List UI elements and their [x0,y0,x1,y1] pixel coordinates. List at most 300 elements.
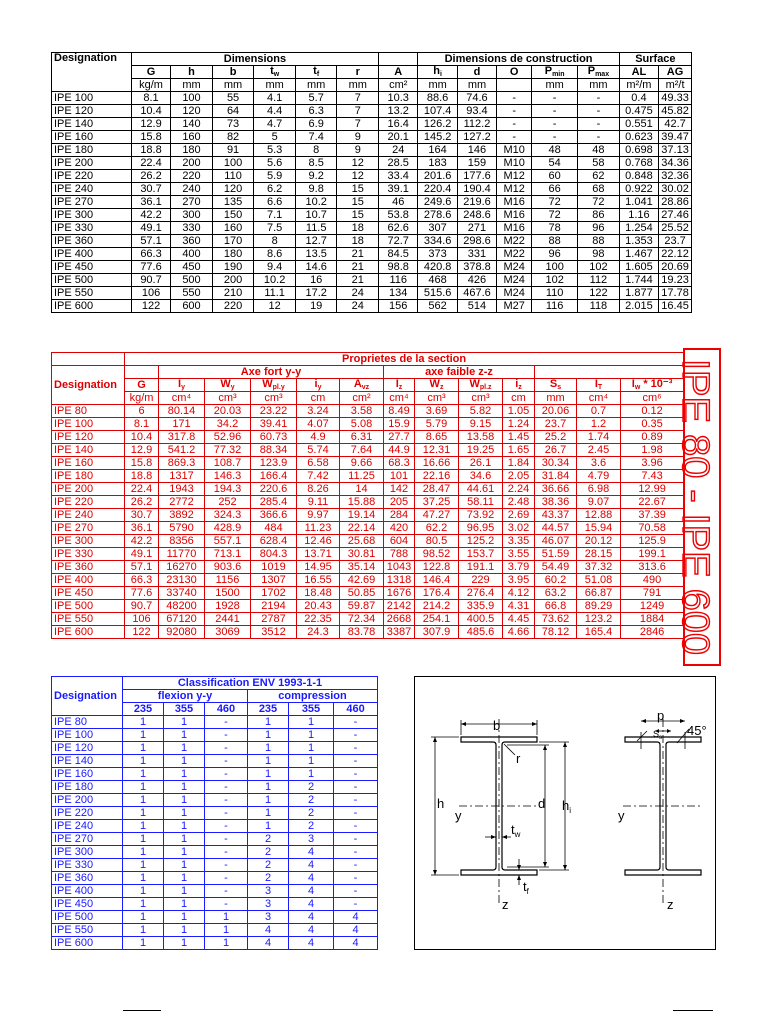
props-cell: 420 [384,522,415,535]
props-cell: 15.88 [340,496,384,509]
dims-cell: 140 [171,118,213,131]
dims-col-symbol [295,66,337,79]
props-cell: 557.1 [205,535,251,548]
props-cell: 22.35 [297,613,340,626]
dims-cell: 24 [337,287,379,300]
dims-cell: 6.2 [254,183,296,196]
classif-title-row [52,677,378,690]
dims-cell: 0.698 [619,144,658,157]
classif-table-row [52,937,378,950]
props-cell: 88.34 [251,444,297,457]
classif-cell: 1 [289,729,334,742]
classif-cell: 1 [205,937,248,950]
dims-designation: IPE 240 [52,183,132,196]
classif-table-row [52,729,378,742]
dims-cell: 190 [212,261,254,274]
dims-cell: 17.2 [295,287,337,300]
dims-cell: 88 [532,235,578,248]
dims-cell: 62 [578,170,620,183]
dims-cell: 562 [418,300,457,313]
props-cell: 366.6 [251,509,297,522]
dims-cell: 7 [337,118,379,131]
dims-cell: 19.23 [659,274,692,287]
classif-cell: 1 [123,937,164,950]
props-cell: 1.45 [503,431,535,444]
props-table-row [52,613,684,626]
classif-cell: - [205,781,248,794]
props-cell: 146.4 [415,574,459,587]
props-main-header: Proprietes de la section [125,353,684,366]
props-cell: 34.6 [459,470,503,483]
props-cell: 5.79 [415,418,459,431]
dims-cell: 28.5 [379,157,418,170]
dims-col-symbol-sub: min [552,71,565,78]
props-cell: 24.3 [297,626,340,639]
props-cell: 20.12 [577,535,621,548]
dims-cell: 249.6 [418,196,457,209]
dims-cell: 116 [379,274,418,287]
dims-cell: 5 [254,131,296,144]
dims-cell: M16 [497,196,532,209]
classif-cell: 1 [205,911,248,924]
classif-cell: - [334,833,378,846]
dims-cell: 120 [212,183,254,196]
classif-cell: 1 [123,924,164,937]
dims-cell: 160 [212,222,254,235]
props-cell: 2.69 [503,509,535,522]
dims-cell: 62.6 [379,222,418,235]
props-cell: 4.31 [503,600,535,613]
classif-compression-header: compression [248,690,378,703]
props-cell: 8.49 [384,405,415,418]
classif-cell: 2 [289,794,334,807]
dims-col-symbol-main: b [229,65,237,78]
props-cell: 25.2 [535,431,577,444]
props-unit-row [52,392,684,405]
props-col-symbol-sub: y [230,384,235,391]
props-table-row [52,548,684,561]
props-cell: 490 [621,574,684,587]
dims-cell: 4.1 [254,92,296,105]
dims-cell: 120 [171,105,213,118]
dims-cell: 220 [171,170,213,183]
props-cell: 1676 [384,587,415,600]
props-col-symbol-sub: z [439,384,444,391]
dims-cell: 12 [337,170,379,183]
props-cell: 1500 [205,587,251,600]
props-cell: 16270 [159,561,205,574]
dims-cell: 9.2 [295,170,337,183]
classif-cell: - [205,846,248,859]
props-cell: 1043 [384,561,415,574]
dims-cell: 8 [254,235,296,248]
props-cell: 20.03 [205,405,251,418]
classif-grade: 460 [205,703,248,716]
props-cell: 3512 [251,626,297,639]
dims-col-symbol [578,66,620,79]
dims-table-row [52,183,692,196]
dims-col-unit: mm [532,79,578,92]
dims-cell: 12.7 [295,235,337,248]
props-cell: 5.08 [340,418,384,431]
props-table-row [52,522,684,535]
props-cell: 15.94 [577,522,621,535]
dims-cell: 84.5 [379,248,418,261]
props-designation: IPE 450 [52,587,125,600]
props-cell: 60.73 [251,431,297,444]
dims-cell: 515.6 [418,287,457,300]
classif-cell: 4 [289,872,334,885]
classif-cell: 4 [289,937,334,950]
classif-cell: - [205,872,248,885]
props-cell: 16.55 [297,574,340,587]
props-table-row [52,509,684,522]
dims-spacer-header [379,53,418,66]
props-cell: 12.46 [297,535,340,548]
props-designation: IPE 500 [52,600,125,613]
dims-cell: 66.3 [131,248,170,261]
dims-cell: 1.467 [619,248,658,261]
props-cell: 2668 [384,613,415,626]
dims-table-row [52,170,692,183]
dims-col-unit: mm [171,79,213,92]
props-cell: 2194 [251,600,297,613]
props-cell: 10.4 [125,431,159,444]
classif-cell: 1 [123,898,164,911]
dims-cell: 13.2 [379,105,418,118]
classif-cell: 1 [164,729,205,742]
dims-cell: 34.36 [659,157,692,170]
dims-designation: IPE 550 [52,287,132,300]
dims-group-header-row [52,53,692,66]
props-col-symbol [340,379,384,392]
dims-cell: 331 [457,248,496,261]
props-cell: 5790 [159,522,205,535]
props-cell: 3.58 [340,405,384,418]
props-cell: 18.8 [125,470,159,483]
ipe-profile-front [431,719,572,905]
footer-line-right [673,1010,713,1011]
label-h: h [437,796,445,811]
props-col-unit: cm⁴ [159,392,205,405]
props-cell: 49.1 [125,548,159,561]
dims-cell: 13.5 [295,248,337,261]
props-cell: 1.24 [503,418,535,431]
props-cell: 4.79 [577,470,621,483]
props-cell: 14.95 [297,561,340,574]
dims-cell: 30.7 [131,183,170,196]
classif-cell: 1 [123,768,164,781]
dims-col-symbol [532,66,578,79]
props-table-row [52,587,684,600]
dims-cell: 39.1 [379,183,418,196]
classif-cell: 1 [164,833,205,846]
props-designation: IPE 240 [52,509,125,522]
dims-cell: 12.9 [131,118,170,131]
classif-cell: 1 [164,859,205,872]
dims-col-symbol-main: P [587,65,596,77]
dims-cell: 0.768 [619,157,658,170]
props-cell: 869.3 [159,457,205,470]
dims-cell: 7 [337,92,379,105]
classif-designation: IPE 200 [52,794,123,807]
dims-cell: M24 [497,274,532,287]
label-p: p [657,708,665,723]
classif-cell: 1 [248,807,289,820]
classif-cell: 1 [248,755,289,768]
dims-cell: 78 [532,222,578,235]
label-y-left: y [455,808,462,823]
props-col-unit: kg/m [125,392,159,405]
dims-col-symbol-main: t [270,65,274,77]
props-cell: 8.1 [125,418,159,431]
props-cell: 37.25 [415,496,459,509]
dims-cell: 201.6 [418,170,457,183]
props-blank-header [52,353,125,366]
dims-cell: 467.6 [457,287,496,300]
props-designation: IPE 600 [52,626,125,639]
dims-cell: 7 [337,105,379,118]
dims-cell: 91 [212,144,254,157]
props-cell: 1702 [251,587,297,600]
dims-cell: - [532,92,578,105]
dims-cell: 19 [295,300,337,313]
dims-cell: 4.4 [254,105,296,118]
props-cell: 400.5 [459,613,503,626]
dims-cell: 32.36 [659,170,692,183]
dims-cell: 14.6 [295,261,337,274]
props-cell: 165.4 [577,626,621,639]
classif-table-row [52,911,378,924]
dims-cell: 219.6 [457,196,496,209]
dims-designation: IPE 450 [52,261,132,274]
classif-designation: IPE 240 [52,820,123,833]
classif-cell: 4 [334,924,378,937]
dims-cell: M24 [497,287,532,300]
dims-cell: 278.6 [418,209,457,222]
props-col-symbol-sub: z [518,384,522,391]
classif-cell: 2 [289,781,334,794]
dims-cell: 373 [418,248,457,261]
props-cell: 3.35 [503,535,535,548]
props-col-unit: cm⁴ [577,392,621,405]
props-cell: 37.39 [621,509,684,522]
props-cell: 23.22 [251,405,297,418]
dims-cell: 36.1 [131,196,170,209]
dims-cell: 72 [578,196,620,209]
props-cell: 89.29 [577,600,621,613]
dims-cell: 96 [578,222,620,235]
dims-cell: 46 [379,196,418,209]
dims-designation-header: Designation [52,53,132,92]
props-cell: 43.37 [535,509,577,522]
dims-cell: 1.605 [619,261,658,274]
props-cell: 22.4 [125,483,159,496]
classif-designation: IPE 330 [52,859,123,872]
dims-cell: 0.623 [619,131,658,144]
dims-cell: 220.4 [418,183,457,196]
dims-cell: 18 [337,222,379,235]
props-cell: 90.7 [125,600,159,613]
props-cell: 0.35 [621,418,684,431]
props-col-symbol-sub: w [634,384,641,391]
dims-designation: IPE 360 [52,235,132,248]
classif-cell: 1 [248,742,289,755]
dims-cell: - [578,131,620,144]
section-properties-table [51,352,684,639]
dims-cell: 0.848 [619,170,658,183]
props-cell: 142 [384,483,415,496]
classif-cell: - [334,768,378,781]
dims-col-symbol [254,66,296,79]
dims-col-symbol-sub: w [273,71,280,78]
classif-designation: IPE 600 [52,937,123,950]
props-cell: 26.2 [125,496,159,509]
classif-cell: - [205,859,248,872]
props-table-row [52,600,684,613]
dims-cell: 180 [171,144,213,157]
dims-cell: 18 [337,235,379,248]
props-cell: 101 [384,470,415,483]
dims-cell: 210 [212,287,254,300]
props-cell: 42.2 [125,535,159,548]
props-cell: 123.2 [577,613,621,626]
classif-table-row [52,872,378,885]
dims-table-row [52,209,692,222]
dims-cell: M22 [497,235,532,248]
classif-cell: 1 [289,742,334,755]
dims-cell: 100 [212,157,254,170]
dims-cell: 4.7 [254,118,296,131]
dims-cell: 160 [171,131,213,144]
classif-cell: 1 [164,898,205,911]
props-cell: 68.3 [384,457,415,470]
dims-cell: 7.4 [295,131,337,144]
props-col-symbol [297,379,340,392]
props-cell: 18.48 [297,587,340,600]
props-table-row [52,418,684,431]
props-cell: 2787 [251,613,297,626]
classif-grade: 460 [334,703,378,716]
dims-cell: 360 [171,235,213,248]
props-designation: IPE 360 [52,561,125,574]
dims-cell: 21 [337,248,379,261]
dims-cell: 73 [212,118,254,131]
dims-cell: 122 [131,300,170,313]
props-cell: 2142 [384,600,415,613]
dims-cell: 48 [532,144,578,157]
classif-cell: 2 [248,833,289,846]
props-cell: 36.66 [535,483,577,496]
props-col-symbol [205,379,251,392]
classif-cell: 1 [123,872,164,885]
props-designation: IPE 270 [52,522,125,535]
dims-cell: 180 [212,248,254,261]
classif-cell: 4 [334,937,378,950]
classif-cell: 1 [164,716,205,729]
dims-cell: 122 [578,287,620,300]
props-cell: 1.74 [577,431,621,444]
dims-cell: 378.8 [457,261,496,274]
classif-cell: 2 [248,859,289,872]
classif-cell: - [205,898,248,911]
classif-cell: - [205,885,248,898]
dims-designation: IPE 270 [52,196,132,209]
props-cell: 4.45 [503,613,535,626]
props-col-symbol-main: W [220,378,231,390]
props-table-row [52,431,684,444]
dims-col-unit: m²/t [659,79,692,92]
props-cell: 28.15 [577,548,621,561]
props-cell: 22.16 [415,470,459,483]
props-col-symbol-sub: vz [361,384,370,391]
dims-cell: - [578,118,620,131]
classif-cell: - [205,729,248,742]
classif-cell: 1 [164,872,205,885]
dims-col-symbol-main: h [433,65,440,77]
dims-cell: 48 [578,144,620,157]
props-cell: 788 [384,548,415,561]
dims-col-symbol [212,66,254,79]
props-cell: 485.6 [459,626,503,639]
props-table-row [52,535,684,548]
props-cell: 44.61 [459,483,503,496]
props-cell: 1156 [205,574,251,587]
dims-table-row [52,105,692,118]
dims-cell: 77.6 [131,261,170,274]
props-col-unit: mm [535,392,577,405]
classif-cell: 1 [164,911,205,924]
dims-construction-header: Dimensions de construction [418,53,619,66]
dims-col-symbol-main: r [355,65,360,78]
props-cell: 2846 [621,626,684,639]
props-cell: 30.81 [340,548,384,561]
classif-cell: 1 [123,781,164,794]
dims-cell: 146 [457,144,496,157]
dims-col-unit: mm [254,79,296,92]
dims-table-row [52,92,692,105]
props-designation: IPE 200 [52,483,125,496]
props-title-row [52,353,684,366]
classif-cell: 1 [164,768,205,781]
dims-cell: 183 [418,157,457,170]
props-cell: 317.8 [159,431,205,444]
props-cell: 0.89 [621,431,684,444]
props-cell: 66.8 [535,600,577,613]
props-cell: 42.69 [340,574,384,587]
props-cell: 7.42 [297,470,340,483]
props-cell: 804.3 [251,548,297,561]
props-cell: 9.15 [459,418,503,431]
dims-col-symbol-main: t [313,65,317,77]
props-cell: 9.07 [577,496,621,509]
dimensions-table [51,52,692,313]
props-cell: 73.92 [459,509,503,522]
props-cell: 1.2 [577,418,621,431]
props-cell: 604 [384,535,415,548]
dims-cell: 150 [212,209,254,222]
props-col-unit: cm² [340,392,384,405]
props-cell: 191.1 [459,561,503,574]
classif-cell: 1 [164,846,205,859]
footer-line-left [123,1010,161,1011]
props-cell: 15.8 [125,457,159,470]
dims-cell: M12 [497,183,532,196]
props-col-symbol-sub: y [181,384,185,391]
dims-cell: 22.4 [131,157,170,170]
dims-cell: 17.78 [659,287,692,300]
classif-cell: 1 [123,911,164,924]
